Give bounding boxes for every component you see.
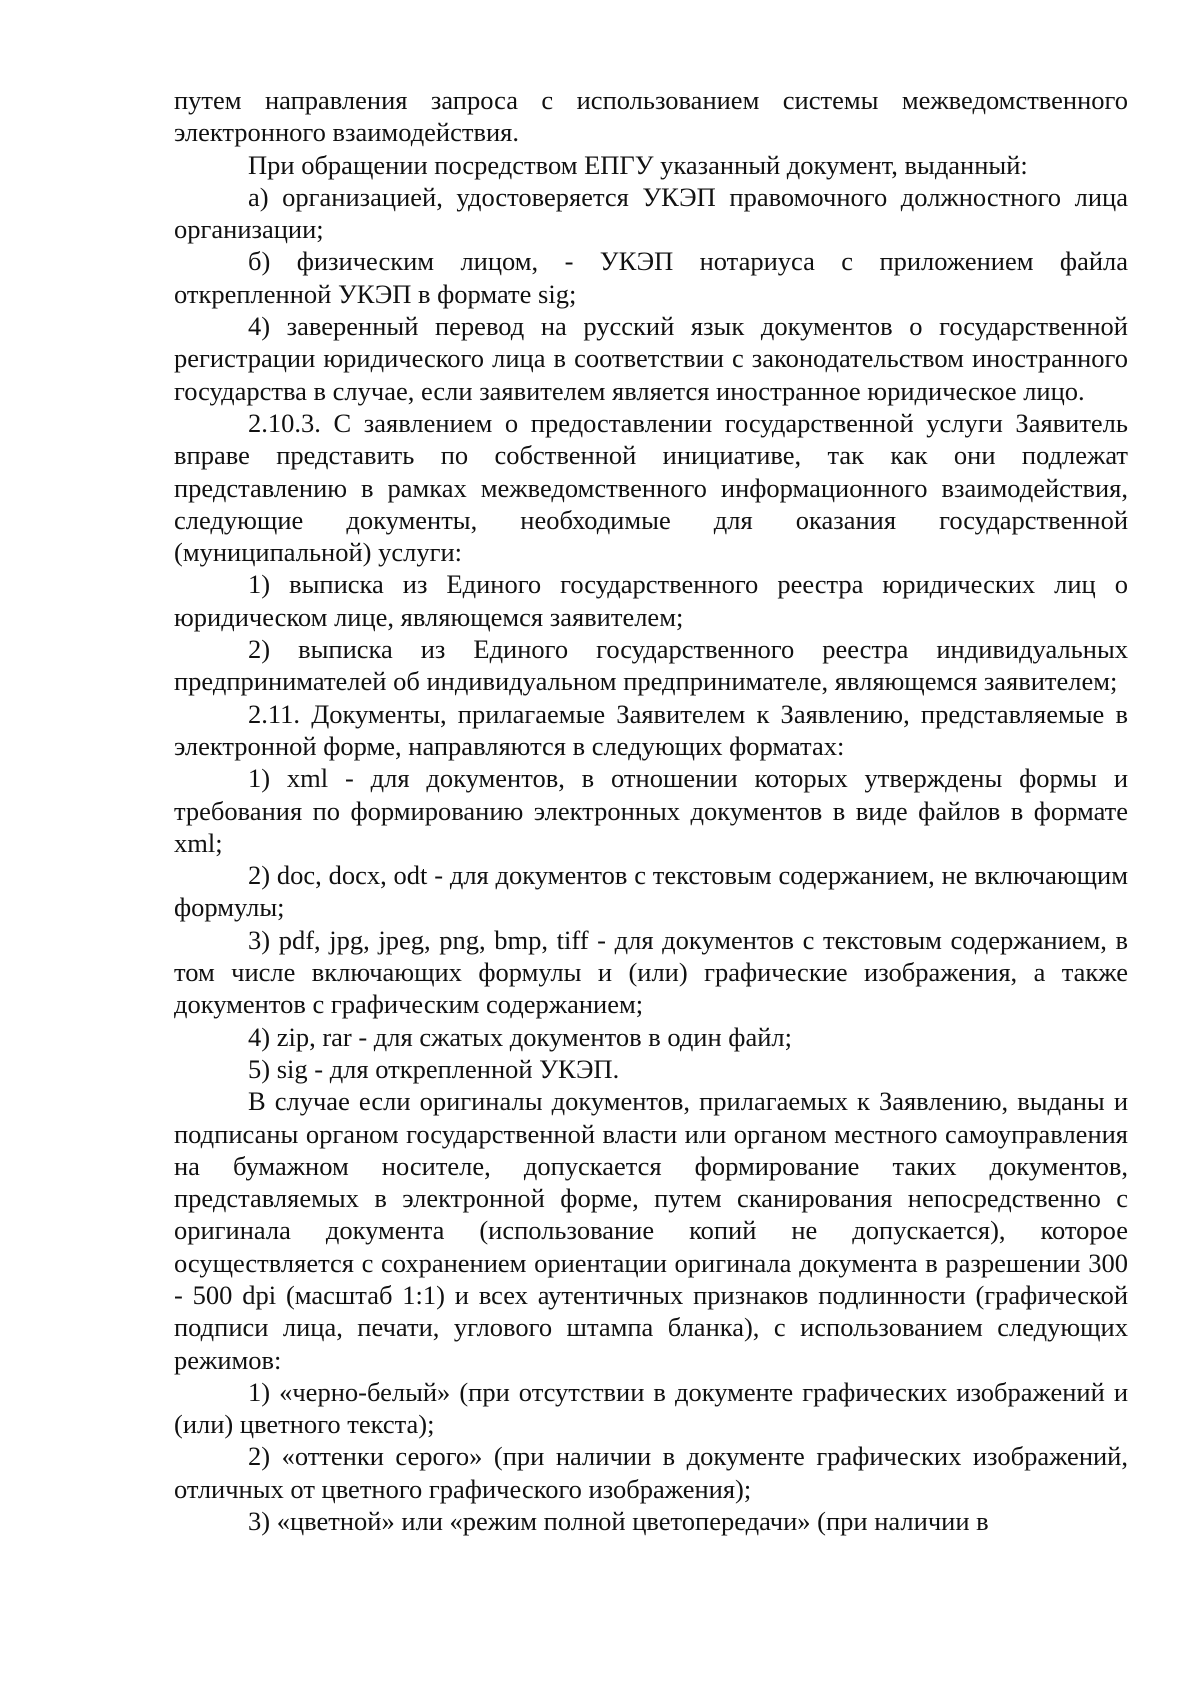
mode-item-bw: 1) «черно-белый» (при отсутствии в документе графических изображений и (или) цветного текста);: [174, 1376, 1128, 1440]
format-item-sig: 5) sig - для открепленной УКЭП.: [248, 1053, 620, 1084]
list-item-1-egrul: 1) выписка из Единого государственного реестра юридических лиц о юридическом лице, являющемся заявителем;: [174, 569, 1128, 632]
format-item-xml: 1) xml - для документов, в отношении которых утверждены формы и требования по формированию электронных документов в виде файлов в формате xml;: [174, 763, 1128, 858]
list-item-2-egrip: 2) выписка из Единого государственного реестра индивидуальных предпринимателей об индивидуальном предпринимателе, являющемся заявителем;: [174, 634, 1128, 697]
paragraph-continuation: путем направления запроса с использованием системы межведомственного электронного взаимодействия.: [174, 85, 1128, 148]
mode-item-color: 3) «цветной» или «режим полной цветопередачи» (при наличии в: [248, 1506, 989, 1537]
list-item-a: а) организацией, удостоверяется УКЭП правомочного должностного лица организации;: [174, 181, 1128, 245]
document-page: [174, 84, 1128, 1537]
format-item-pdf: 3) pdf, jpg, jpeg, png, bmp, tiff - для документов с текстовым содержанием, в том числе включающих формулы и (или) графические изображения, а также документов с графическим содержанием;: [174, 924, 1128, 1020]
list-item-4-translation: 4) заверенный перевод на русский язык документов о государственной регистрации юридического лица в соответствии с законодательством иностранного государства в случае, если заявителем является иностранное юридическое лицо.: [174, 311, 1128, 406]
format-item-doc: 2) doc, docx, odt - для документов с текстовым содержанием, не включающим формулы;: [174, 860, 1128, 923]
paragraph-epgu-intro: При обращении посредством ЕПГУ указанный документ, выданный:: [248, 149, 1028, 180]
section-2-11: 2.11. Документы, прилагаемые Заявителем к Заявлению, представляемые в электронной форме, направляются в следующих форматах:: [174, 698, 1128, 761]
paragraph-scanning: В случае если оригиналы документов, прилагаемых к Заявлению, выданы и подписаны органом государственной власти или органом местного самоуправления на бумажном носителе, допускается формирование таких документов, представляемых в электронной форме, путем сканирования непосредственно с оригинала документа (использование копий не допускается), которое осуществляется с сохранением ориентации оригинала документа в разрешении 300 - 500 dpi (масштаб 1:1) и всех аутентичных признаков подлинности (графической подписи лица, печати, углового штампа бланка), с использованием следующих режимов:: [174, 1086, 1128, 1375]
list-item-b: б) физическим лицом, - УКЭП нотариуса с приложением файла открепленной УКЭП в формате sig;: [174, 246, 1128, 309]
mode-item-grayscale: 2) «оттенки серого» (при наличии в документе графических изображений, отличных от цветного графического изображения);: [174, 1441, 1128, 1504]
format-item-zip: 4) zip, rar - для сжатых документов в один файл;: [248, 1021, 793, 1052]
section-2-10-3: 2.10.3. С заявлением о предоставлении государственной услуги Заявитель вправе представить по собственной инициативе, так как они подлежат представлению в рамках межведомственного информационного взаимодействия, следующие документы, необходимые для оказания государственной (муниципальной) услуги:: [174, 407, 1128, 568]
